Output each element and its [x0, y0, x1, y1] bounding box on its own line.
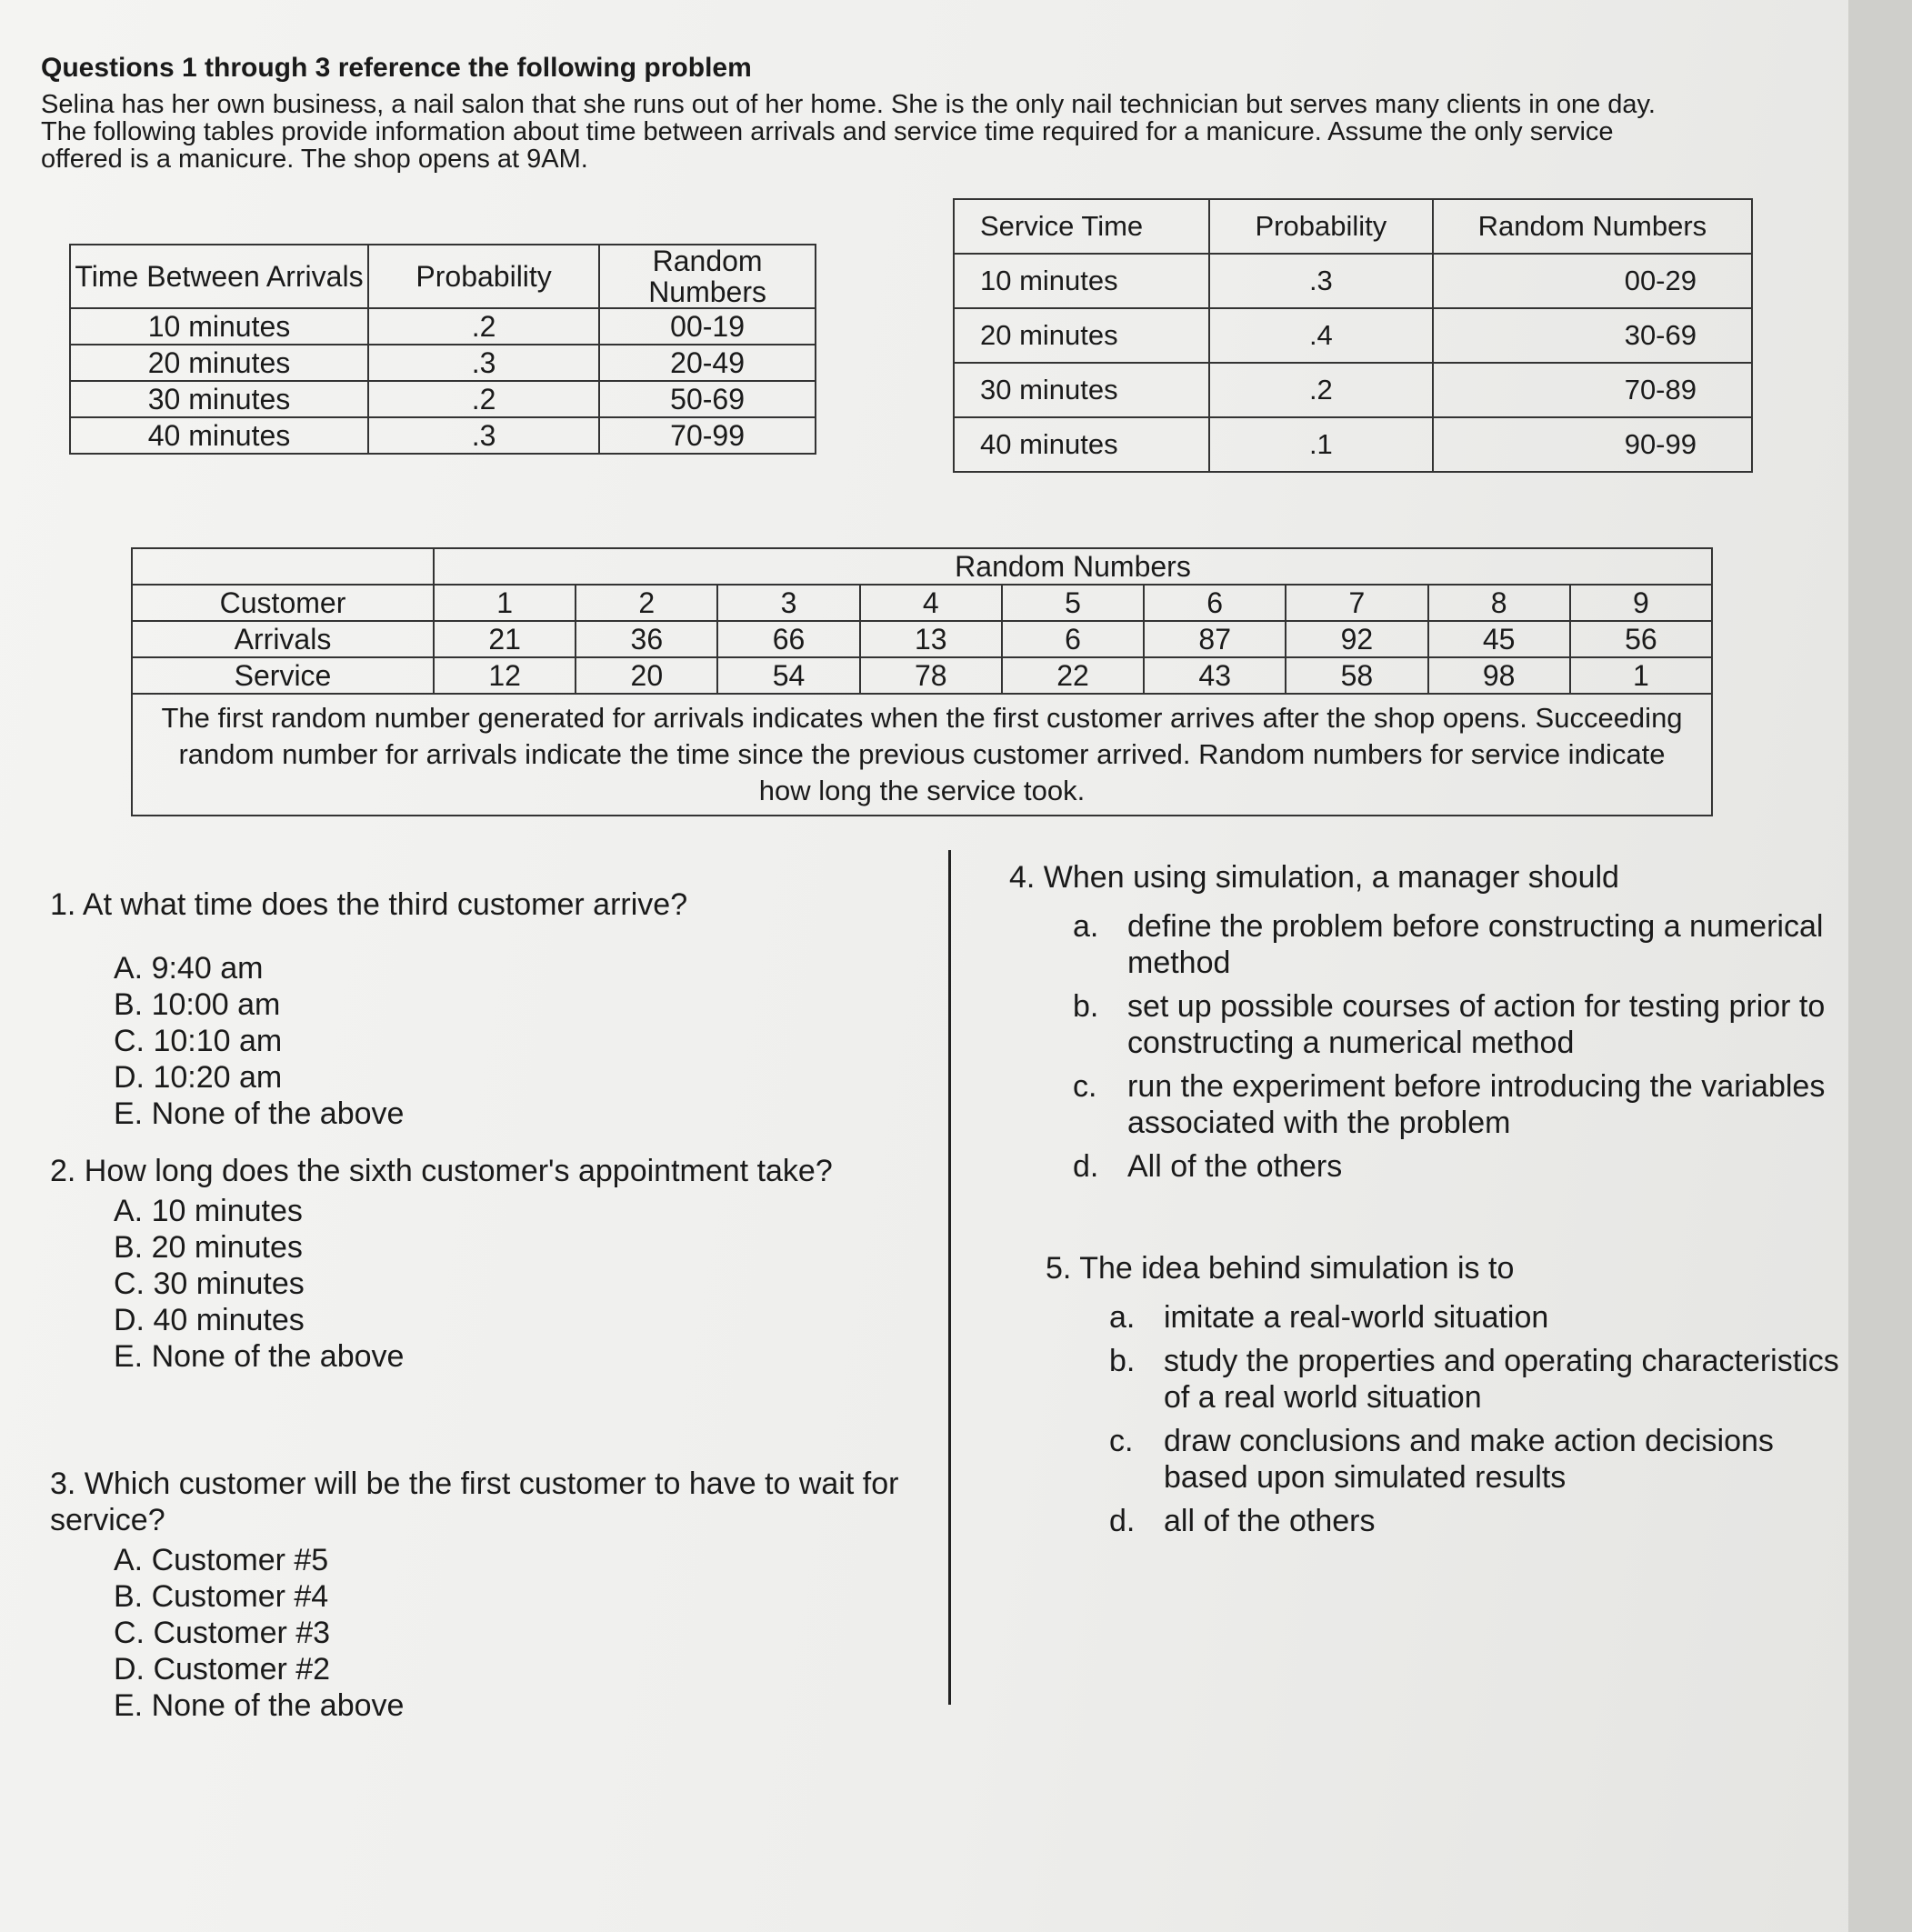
table-cell: 98: [1428, 657, 1570, 694]
table-cell: 90-99: [1433, 417, 1752, 472]
answer-option[interactable]: E. None of the above: [114, 1688, 405, 1723]
table-cell: .2: [368, 381, 599, 417]
table-cell: .1: [1209, 417, 1433, 472]
option-letter: b.: [1073, 989, 1099, 1024]
table-row: [954, 254, 1752, 308]
arrivals-table: [69, 244, 816, 455]
question-2: [50, 1153, 868, 1375]
random-numbers-title: Random Numbers: [434, 548, 1712, 585]
table-cell: 10 minutes: [954, 254, 1209, 308]
table-cell: 21: [434, 621, 576, 657]
table-cell: 2: [576, 585, 717, 621]
table-cell: 5: [1002, 585, 1144, 621]
table-row: [954, 363, 1752, 417]
arrivals-header-rn: Random Numbers: [599, 245, 816, 308]
table-cell: 36: [576, 621, 717, 657]
table-row: [70, 381, 816, 417]
table-corner: [132, 548, 434, 585]
random-numbers-note: The first random number generated for arrivals indicates when the first customer arrives after the shop opens. Succeeding random number for arrivals indicate the time since the previous customer arrived. Random numbers for service indicate how long the service took.: [132, 694, 1712, 816]
question-text: 4. When using simulation, a manager should: [1009, 860, 1619, 895]
table-cell: 4: [860, 585, 1002, 621]
answer-option[interactable]: A. 10 minutes: [114, 1194, 303, 1228]
answer-option[interactable]: A. 9:40 am: [114, 951, 264, 986]
table-row: [132, 621, 1712, 657]
answer-option[interactable]: D. Customer #2: [114, 1652, 331, 1687]
table-cell: .4: [1209, 308, 1433, 363]
table-cell: 50-69: [599, 381, 816, 417]
random-numbers-table: [131, 547, 1713, 816]
answer-option[interactable]: E. None of the above: [114, 1339, 405, 1374]
table-cell: 56: [1570, 621, 1712, 657]
arrivals-header-time: Time Between Arrivals: [70, 245, 368, 308]
row-label-service: Service: [132, 657, 434, 694]
table-cell: 45: [1428, 621, 1570, 657]
section-header: Questions 1 through 3 reference the following problem: [41, 53, 752, 83]
table-cell: 87: [1144, 621, 1286, 657]
table-cell: 3: [717, 585, 859, 621]
answer-option[interactable]: B. Customer #4: [114, 1579, 329, 1614]
table-cell: 1: [434, 585, 576, 621]
option-text: draw conclusions and make action decisions based upon simulated results: [1164, 1424, 1774, 1495]
table-cell: .2: [368, 308, 599, 345]
table-cell: 20-49: [599, 345, 816, 381]
option-letter: a.: [1109, 1300, 1136, 1335]
option-text: imitate a real-world situation: [1164, 1300, 1549, 1335]
table-row: [70, 345, 816, 381]
table-cell: 8: [1428, 585, 1570, 621]
question-text: 5. The idea behind simulation is to: [1046, 1251, 1515, 1286]
table-row: [70, 308, 816, 345]
table-cell: 7: [1286, 585, 1427, 621]
answer-option[interactable]: C. 30 minutes: [114, 1266, 305, 1301]
table-cell: 30 minutes: [70, 381, 368, 417]
table-cell: 13: [860, 621, 1002, 657]
option-text: define the problem before constructing a numerical method: [1127, 909, 1824, 980]
table-cell: 20: [576, 657, 717, 694]
table-cell: .3: [368, 345, 599, 381]
table-cell: 30 minutes: [954, 363, 1209, 417]
question-text: 1. At what time does the third customer arrive?: [50, 887, 688, 922]
table-cell: 20 minutes: [954, 308, 1209, 363]
table-row: [132, 657, 1712, 694]
answer-option[interactable]: [1109, 1299, 1864, 1336]
answer-option[interactable]: E. None of the above: [114, 1096, 405, 1131]
answer-option[interactable]: [1109, 1423, 1864, 1496]
answer-option[interactable]: C. Customer #3: [114, 1616, 331, 1650]
option-text: set up possible courses of action for testing prior to constructing a numerical method: [1127, 989, 1826, 1060]
question-1: [50, 886, 923, 1132]
table-cell: 1: [1570, 657, 1712, 694]
table-cell: 40 minutes: [70, 417, 368, 454]
option-text: run the experiment before introducing the variables associated with the problem: [1127, 1069, 1826, 1140]
table-cell: 12: [434, 657, 576, 694]
option-letter: c.: [1109, 1424, 1134, 1458]
table-cell: 6: [1144, 585, 1286, 621]
table-cell: 58: [1286, 657, 1427, 694]
question-5: [1046, 1250, 1864, 1539]
table-cell: 78: [860, 657, 1002, 694]
table-cell: 92: [1286, 621, 1427, 657]
table-cell: 54: [717, 657, 859, 694]
answer-option[interactable]: [1073, 1068, 1864, 1141]
option-text: All of the others: [1127, 1149, 1343, 1184]
answer-option[interactable]: D. 10:20 am: [114, 1060, 283, 1095]
arrivals-header-prob: Probability: [368, 245, 599, 308]
question-4: [1009, 859, 1864, 1185]
table-cell: 00-29: [1433, 254, 1752, 308]
table-cell: .2: [1209, 363, 1433, 417]
row-label-customer: Customer: [132, 585, 434, 621]
table-cell: 40 minutes: [954, 417, 1209, 472]
table-cell: 10 minutes: [70, 308, 368, 345]
option-letter: c.: [1073, 1069, 1097, 1104]
table-row: [954, 308, 1752, 363]
option-letter: a.: [1073, 909, 1099, 944]
table-cell: 22: [1002, 657, 1144, 694]
answer-option[interactable]: B. 10:00 am: [114, 987, 281, 1022]
option-text: study the properties and operating characteristics of a real world situation: [1164, 1344, 1839, 1415]
answer-option[interactable]: [1109, 1503, 1864, 1539]
column-divider: [948, 850, 951, 1705]
service-header-time: Service Time: [954, 199, 1209, 254]
table-cell: 6: [1002, 621, 1144, 657]
table-row: [70, 417, 816, 454]
answer-option[interactable]: D. 40 minutes: [114, 1303, 305, 1337]
service-header-prob: Probability: [1209, 199, 1433, 254]
table-cell: 43: [1144, 657, 1286, 694]
answer-option[interactable]: [1073, 1148, 1864, 1185]
option-letter: b.: [1109, 1344, 1136, 1378]
table-cell: 20 minutes: [70, 345, 368, 381]
row-label-arrivals: Arrivals: [132, 621, 434, 657]
table-row: [954, 417, 1752, 472]
table-cell: 70-99: [599, 417, 816, 454]
table-cell: .3: [1209, 254, 1433, 308]
problem-intro: Selina has her own business, a nail salon that she runs out of her home. She is the only nail technician but serves many clients in one day. The following tables provide information about time between arrivals and service time required for a manicure. Assume the only service offered is a manicure. The shop opens at 9AM.: [41, 90, 1656, 174]
answer-option[interactable]: B. 20 minutes: [114, 1230, 303, 1265]
answer-option[interactable]: [1109, 1343, 1864, 1416]
option-letter: d.: [1109, 1504, 1136, 1538]
service-header-rn: Random Numbers: [1433, 199, 1752, 254]
table-cell: .3: [368, 417, 599, 454]
table-cell: 66: [717, 621, 859, 657]
table-row: [132, 585, 1712, 621]
question-text: 2. How long does the sixth customer's appointment take?: [50, 1154, 833, 1188]
table-cell: 70-89: [1433, 363, 1752, 417]
question-3: [50, 1466, 923, 1724]
answer-option[interactable]: C. 10:10 am: [114, 1024, 283, 1058]
option-letter: d.: [1073, 1149, 1099, 1184]
table-cell: 00-19: [599, 308, 816, 345]
question-text: 3. Which customer will be the first customer to have to wait for service?: [50, 1467, 899, 1537]
service-table: [953, 198, 1753, 473]
answer-option[interactable]: [1073, 988, 1864, 1061]
option-text: all of the others: [1164, 1504, 1376, 1538]
answer-option[interactable]: A. Customer #5: [114, 1543, 329, 1577]
table-cell: 30-69: [1433, 308, 1752, 363]
table-cell: 9: [1570, 585, 1712, 621]
answer-option[interactable]: [1073, 908, 1864, 981]
